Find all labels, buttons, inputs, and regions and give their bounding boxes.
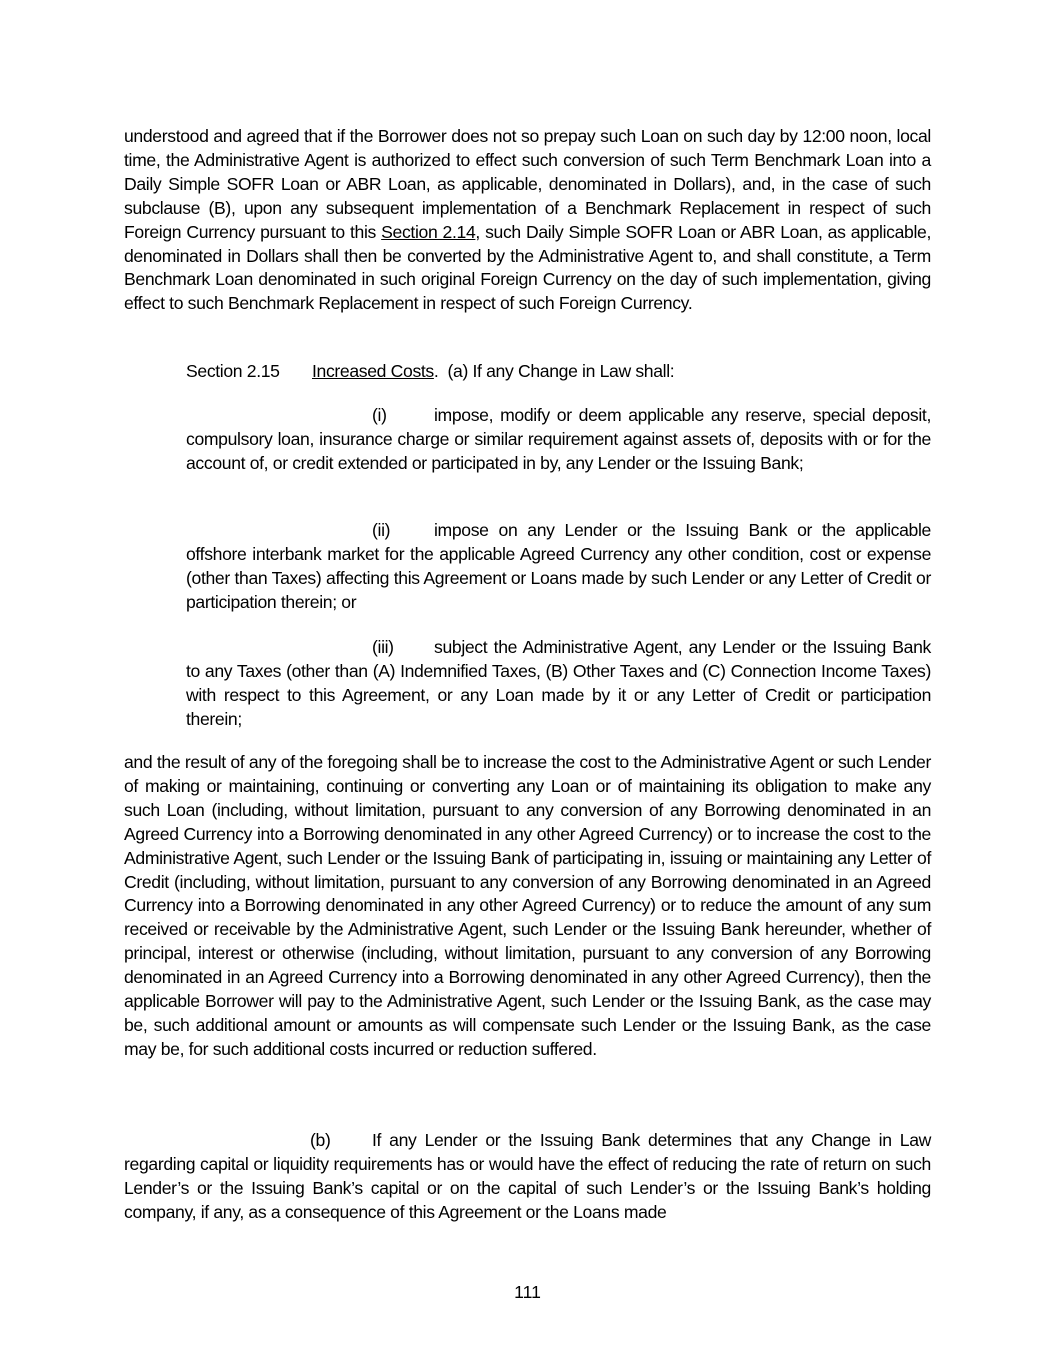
- list-item: [186, 636, 931, 732]
- paragraph-b: [124, 1129, 931, 1225]
- list-item: [186, 404, 931, 476]
- result-paragraph: and the result of any of the foregoing shall be to increase the cost to the Administrative Agent or such Lender of making or maintaining, continuing or converting any Loan or of maintaining its obligation to make any such Loan (including, without limitation, pursuant to any conversion of any Borrowing denominated in an Agreed Currency into a Borrowing denominated in any other Agreed Currency) or to increase the cost to the Administrative Agent, such Lender or the Issuing Bank of participating in, issuing or maintaining any Letter of Credit (including, without limitation, pursuant to any conversion of any Borrowing denominated in an Agreed Currency into a Borrowing denominated in any other Agreed Currency) or to reduce the amount of any sum received or receivable by the Administrative Agent, such Lender or the Issuing Bank hereunder, whether of principal, interest or otherwise (including, without limitation, pursuant to any conversion of any Borrowing denominated in an Agreed Currency into a Borrowing denominated in any other Agreed Currency), then the applicable Borrower will pay to the Administrative Agent, such Lender or the Issuing Bank, as the case may be, such additional amount or amounts as will compensate such Lender or the Issuing Bank, as the case may be, for such additional costs incurred or reduction suffered.: [124, 752, 931, 1059]
- item-text: impose on any Lender or the Issuing Bank or the applicable offshore interbank market for the applicable Agreed Currency any other condition, cost or expense (other than Taxes) affecting this Agreement or Loans made by such Lender or any Letter of Credit or participation therein; or: [186, 520, 931, 612]
- section-lead: (a) If any Change in Law shall:: [447, 361, 675, 381]
- section-number: Section 2.15: [186, 361, 280, 381]
- section-heading: [186, 360, 931, 384]
- section-2-14-reference: Section 2.14: [381, 221, 476, 242]
- section-title: Increased Costs: [312, 361, 434, 381]
- item-number: (iii): [372, 637, 394, 657]
- item-text: subject the Administrative Agent, any Lender or the Issuing Bank to any Taxes (other than (A) Indemnified Taxes, (B) Other Taxes and (C) Connection Income Taxes) with respect to this Agreement, or any Loan made by it or any Letter of Credit or participation therein;: [186, 637, 931, 729]
- item-text: impose, modify or deem applicable any reserve, special deposit, compulsory loan, insurance charge or similar requirement against assets of, deposits with or for the account of, or credit extended or participated in by, any Lender or the Issuing Bank;: [186, 405, 931, 473]
- intro-text-before-ref: understood and agreed that if the Borrower does not so prepay such Loan on such day by 12:00 noon, local time, the Administrative Agent is authorized to effect such conversion of such Term Benchmark Loan into a Daily Simple SOFR Loan or ABR Loan, as applicable, denominated in Dollars), and, in the case of such subclause (B), upon any subsequent implementation of a Benchmark Replacement in respect of such Foreign Currency pursuant to this: [124, 126, 931, 242]
- paragraph-b-number: (b): [310, 1130, 331, 1150]
- item-number: (ii): [372, 520, 391, 540]
- list-item: [186, 519, 931, 615]
- intro-paragraph: [124, 125, 931, 316]
- intro-text-after-ref: , such Daily Simple SOFR Loan or ABR Loan, as applicable, denominated in Dollars shall then be converted by the Administrative Agent to, and shall constitute, a Term Benchmark Loan denominated in such original Foreign Currency on the day of such implementation, giving effect to such Benchmark Replacement in respect of such Foreign Currency.: [124, 221, 931, 314]
- item-number: (i): [372, 405, 387, 425]
- section-title-period: .: [433, 361, 439, 381]
- page-number: 111: [514, 1282, 541, 1302]
- paragraph-b-text: If any Lender or the Issuing Bank determines that any Change in Law regarding capital or liquidity requirements has or would have the effect of reducing the rate of return on such Lender’s or the Issuing Bank’s capital or on the capital of such Lender’s or the Issuing Bank’s holding company, if any, as a consequence of this Agreement or the Loans made: [124, 1130, 931, 1222]
